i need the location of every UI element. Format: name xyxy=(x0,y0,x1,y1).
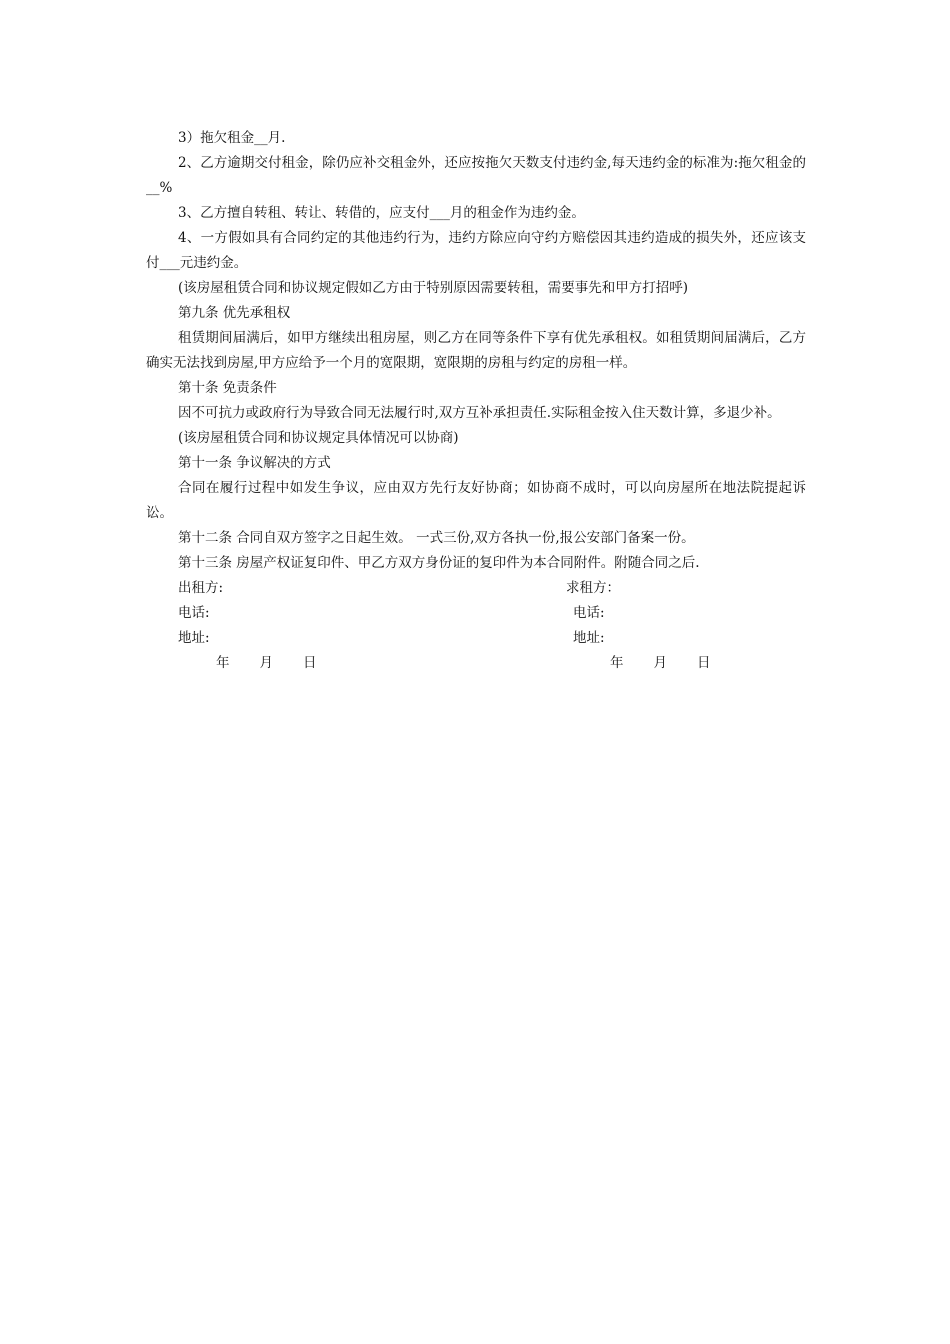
article-12: 第十二条 合同自双方签字之日起生效。 一式三份,双方各执一份,报公安部门备案一份。 xyxy=(178,530,695,546)
signature-date-row xyxy=(146,651,806,676)
lessor-date xyxy=(216,651,317,676)
lessee-date-day: 日 xyxy=(697,655,711,671)
lessee-date-month: 月 xyxy=(653,655,667,671)
clause-other-breach-penalty: 4、一方假如具有合同约定的其他违约行为，违约方除应向守约方赔偿因其违约造成的损失外，还应该支付___元违约金。 xyxy=(146,230,806,271)
contract-body xyxy=(146,126,806,676)
signature-phone-row xyxy=(146,601,806,626)
article-11-body: 合同在履行过程中如发生争议，应由双方先行友好协商；如协商不成时，可以向房屋所在地法院提起诉讼。 xyxy=(146,480,806,521)
article-9-body: 租赁期间届满后，如甲方继续出租房屋，则乙方在同等条件下享有优先承租权。如租赁期间届满后，乙方确实无法找到房屋,甲方应给予一个月的宽限期，宽限期的房租与约定的房租一样。 xyxy=(146,330,806,371)
lessee-date xyxy=(610,651,711,676)
lessee-date-year: 年 xyxy=(610,655,624,671)
note-sublease: (该房屋租赁合同和协议规定假如乙方由于特别原因需要转租，需要事先和甲方打招呼) xyxy=(178,280,689,296)
clause-sublease-penalty: 3、乙方擅自转租、转让、转借的，应支付___月的租金作为违约金。 xyxy=(178,205,585,221)
lessor-date-day: 日 xyxy=(303,655,317,671)
lessee-label: 求租方： xyxy=(566,580,620,596)
lessor-phone-label: 电话: xyxy=(178,605,210,621)
article-9-heading: 第九条 优先承租权 xyxy=(178,305,291,321)
article-11-heading: 第十一条 争议解决的方式 xyxy=(178,455,331,471)
article-10-body: 因不可抗力或政府行为导致合同无法履行时,双方互补承担责任.实际租金按入住天数计算，多退少补。 xyxy=(178,405,781,421)
signature-address-row xyxy=(146,626,806,651)
lessor-date-year: 年 xyxy=(216,655,230,671)
lessor-date-month: 月 xyxy=(259,655,273,671)
article-10-heading: 第十条 免责条件 xyxy=(178,380,277,396)
clause-late-payment-penalty: 2、乙方逾期交付租金，除仍应补交租金外，还应按拖欠天数支付违约金,每天违约金的标准为:拖欠租金的__% xyxy=(146,155,806,196)
lessee-phone-label: 电话: xyxy=(573,605,605,621)
lessor-label: 出租方: xyxy=(178,580,224,596)
clause-overdue-months: 3）拖欠租金__月. xyxy=(178,130,286,146)
article-13: 第十三条 房屋产权证复印件、甲乙方双方身份证的复印件为本合同附件。附随合同之后. xyxy=(178,555,700,571)
lessee-address-label: 地址: xyxy=(573,630,605,646)
note-negotiable: (该房屋租赁合同和协议规定具体情况可以协商) xyxy=(178,430,459,446)
signature-parties-row xyxy=(146,576,806,601)
lessor-address-label: 地址: xyxy=(178,630,210,646)
